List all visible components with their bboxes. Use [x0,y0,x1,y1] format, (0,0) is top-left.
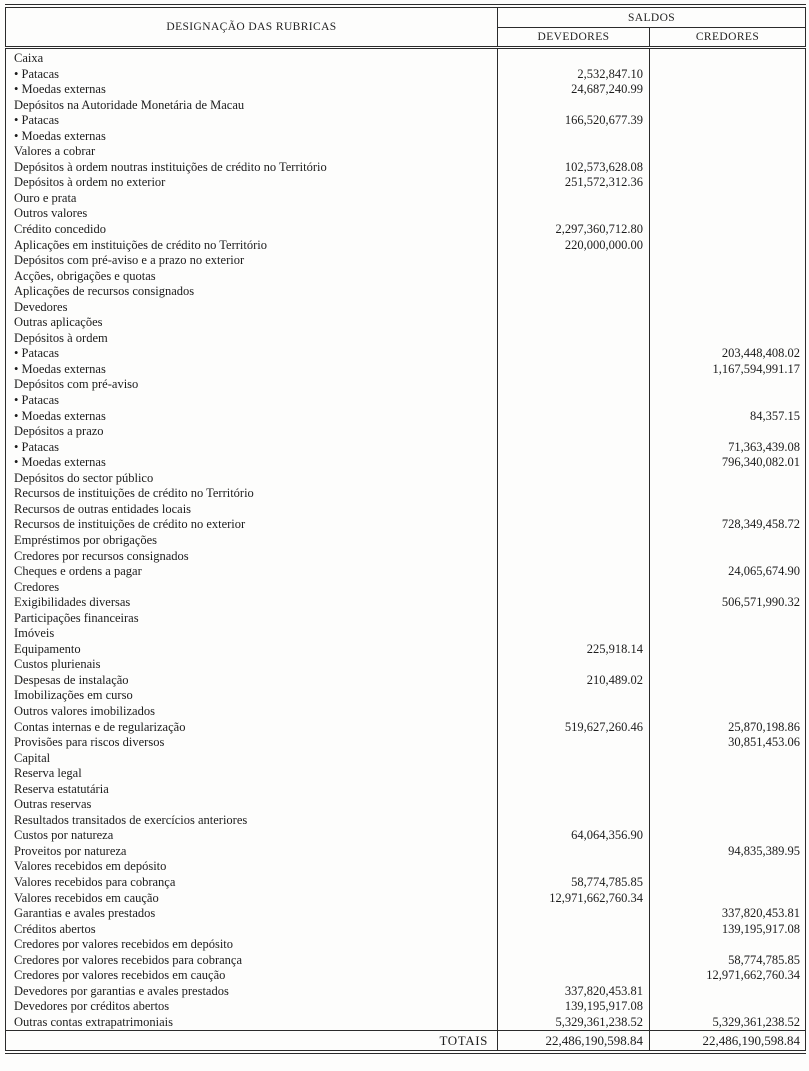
row-label: • Moedas externas [6,129,498,145]
row-devedores-value: 166,520,677.39 [498,113,650,129]
table-row [6,688,806,704]
row-devedores-value [498,191,650,207]
row-credores-value [650,797,806,813]
table-row [6,48,806,67]
row-devedores-value [498,409,650,425]
row-label: Créditos abertos [6,922,498,938]
row-devedores-value [498,502,650,518]
row-credores-value [650,673,806,689]
row-credores-value [650,206,806,222]
row-devedores-value [498,937,650,953]
totals-devedores-value: 22,486,190,598.84 [498,1031,650,1053]
row-credores-value [650,269,806,285]
row-credores-value [650,144,806,160]
row-label: Credores por valores recebidos para cobrança [6,953,498,969]
row-label: Depósitos com pré-aviso [6,377,498,393]
table-row [6,346,806,362]
row-devedores-value: 519,627,260.46 [498,720,650,736]
table-row [6,937,806,953]
row-devedores-value [498,206,650,222]
table-row [6,393,806,409]
table-row [6,238,806,254]
row-label: Aplicações de recursos consignados [6,284,498,300]
row-credores-value [650,98,806,114]
row-credores-value [650,828,806,844]
row-devedores-value [498,611,650,627]
row-label: Credores por valores recebidos em caução [6,968,498,984]
row-label: Custos plurienais [6,657,498,673]
row-label: Outras contas extrapatrimoniais [6,1015,498,1031]
row-credores-value: 139,195,917.08 [721,921,801,936]
row-devedores-value [498,517,650,533]
row-label: Devedores por garantias e avales prestados [6,984,498,1000]
column-header-devedores: DEVEDORES [498,28,650,48]
row-devedores-value [498,766,650,782]
row-credores-value [650,175,806,191]
row-credores-value [650,766,806,782]
row-devedores-value [498,315,650,331]
row-label: Custos por natureza [6,828,498,844]
row-devedores-value [498,922,650,938]
table-row [6,300,806,316]
row-devedores-value [498,424,650,440]
table-row [6,113,806,129]
table-row [6,455,806,471]
row-label: Proveitos por natureza [6,844,498,860]
row-credores-value: 728,349,458.72 [721,517,801,532]
row-devedores-value [498,735,650,751]
row-devedores-value [498,284,650,300]
row-credores-value [650,984,806,1000]
row-credores-value [650,688,806,704]
row-credores-value [650,813,806,829]
row-devedores-value: 64,064,356.90 [498,828,650,844]
row-credores-value [650,238,806,254]
row-label: Capital [6,751,498,767]
table-row [6,766,806,782]
table-row [6,735,806,751]
row-credores-value [650,859,806,875]
table-row [6,580,806,596]
table-row [6,549,806,565]
row-credores-value [650,937,806,953]
row-devedores-value [498,704,650,720]
table-footer [6,1031,806,1053]
table-row [6,269,806,285]
row-devedores-value: 220,000,000.00 [498,238,650,254]
row-credores-value [650,782,806,798]
table-row [6,486,806,502]
row-devedores-value [498,455,650,471]
row-label: Empréstimos por obrigações [6,533,498,549]
row-devedores-value [498,595,650,611]
row-credores-value [650,999,806,1015]
column-header-designacao: DESIGNAÇÃO DAS RUBRICAS [6,6,498,48]
row-credores-value [650,113,806,129]
row-devedores-value: 210,489.02 [498,673,650,689]
row-devedores-value [498,813,650,829]
row-label: • Patacas [6,440,498,456]
row-label: Exigibilidades diversas [6,595,498,611]
row-label: Valores recebidos em depósito [6,859,498,875]
row-credores-value [650,82,806,98]
totals-label: TOTAIS [6,1031,498,1053]
row-devedores-value: 2,297,360,712.80 [498,222,650,238]
row-credores-value: 24,065,674.90 [728,564,801,579]
table-row [6,377,806,393]
table-row [6,424,806,440]
row-credores-value [650,642,806,658]
row-label: Contas internas e de regularização [6,720,498,736]
table-row [6,222,806,238]
table-row [6,160,806,176]
table-row [6,968,806,984]
table-row [6,657,806,673]
row-devedores-value [498,657,650,673]
row-label: Crédito concedido [6,222,498,238]
table-row [6,517,806,533]
row-devedores-value: 5,329,361,238.52 [498,1015,650,1031]
row-label: Acções, obrigações e quotas [6,269,498,285]
table-row [6,409,806,425]
table-row [6,471,806,487]
totals-credores-value: 22,486,190,598.84 [650,1031,806,1053]
row-devedores-value [498,953,650,969]
row-devedores-value [498,362,650,378]
row-label: Devedores por créditos abertos [6,999,498,1015]
row-label: • Patacas [6,113,498,129]
row-devedores-value [498,564,650,580]
row-credores-value [650,129,806,145]
row-devedores-value: 12,971,662,760.34 [498,891,650,907]
row-credores-value: 1,167,594,991.17 [712,361,801,376]
row-label: Credores por recursos consignados [6,549,498,565]
row-devedores-value [498,471,650,487]
table-row [6,331,806,347]
row-devedores-value [498,859,650,875]
row-devedores-value [498,144,650,160]
row-label: Depósitos com pré-aviso e a prazo no exterior [6,253,498,269]
row-credores-value [650,533,806,549]
table-row [6,906,806,922]
row-credores-value [650,626,806,642]
row-label: Reserva legal [6,766,498,782]
table-row [6,999,806,1015]
row-devedores-value [498,626,650,642]
row-label: Equipamento [6,642,498,658]
row-devedores-value: 2,532,847.10 [498,67,650,83]
row-label: Resultados transitados de exercícios anteriores [6,813,498,829]
row-credores-value: 337,820,453.81 [721,906,801,921]
row-credores-value [650,549,806,565]
row-devedores-value [498,844,650,860]
row-devedores-value [498,688,650,704]
row-devedores-value [498,533,650,549]
table-row [6,440,806,456]
row-credores-value: 30,851,453.06 [728,735,801,750]
table-row [6,191,806,207]
row-label: Cheques e ordens a pagar [6,564,498,580]
row-credores-value: 84,357.15 [750,408,801,423]
row-label: Depósitos à ordem noutras instituições de crédito no Território [6,160,498,176]
row-devedores-value [498,751,650,767]
row-label: Depósitos a prazo [6,424,498,440]
row-label: Outros valores imobilizados [6,704,498,720]
row-label: Credores por valores recebidos em depósito [6,937,498,953]
table-row [6,129,806,145]
table-row [6,844,806,860]
row-credores-value [650,486,806,502]
table-row [6,206,806,222]
row-credores-value [650,331,806,347]
row-label: Valores recebidos em caução [6,891,498,907]
row-label: Garantias e avales prestados [6,906,498,922]
row-credores-value: 58,774,785.85 [728,952,801,967]
row-credores-value [650,67,806,83]
totals-row [6,1031,806,1053]
table-row [6,362,806,378]
row-label: • Moedas externas [6,82,498,98]
row-label: • Moedas externas [6,409,498,425]
row-label: • Patacas [6,393,498,409]
row-devedores-value [498,393,650,409]
row-devedores-value: 225,918.14 [498,642,650,658]
table-row [6,315,806,331]
row-credores-value [650,891,806,907]
table-row [6,673,806,689]
row-credores-value [650,191,806,207]
row-label: • Patacas [6,346,498,362]
row-devedores-value [498,48,650,67]
row-label: Outras aplicações [6,315,498,331]
balance-table [5,4,806,1054]
row-credores-value: 25,870,198.86 [728,719,801,734]
table-row [6,953,806,969]
table-row [6,782,806,798]
row-devedores-value: 102,573,628.08 [498,160,650,176]
row-credores-value [650,657,806,673]
row-label: Credores [6,580,498,596]
row-label: Aplicações em instituições de crédito no Território [6,238,498,254]
row-label: • Moedas externas [6,362,498,378]
table-row [6,564,806,580]
row-credores-value [650,284,806,300]
row-label: Imobilizações em curso [6,688,498,704]
row-label: Depósitos à ordem no exterior [6,175,498,191]
row-devedores-value: 251,572,312.36 [498,175,650,191]
row-credores-value: 5,329,361,238.52 [712,1014,801,1029]
row-devedores-value [498,253,650,269]
row-credores-value [650,393,806,409]
row-credores-value [650,253,806,269]
row-label: Depósitos à ordem [6,331,498,347]
row-devedores-value [498,346,650,362]
row-credores-value [650,300,806,316]
row-credores-value: 12,971,662,760.34 [706,968,801,983]
row-devedores-value: 337,820,453.81 [498,984,650,1000]
row-devedores-value [498,968,650,984]
row-label: Outros valores [6,206,498,222]
row-devedores-value [498,98,650,114]
table-row [6,626,806,642]
row-devedores-value [498,580,650,596]
row-devedores-value [498,331,650,347]
table-row [6,284,806,300]
row-credores-value: 94,835,389.95 [728,843,801,858]
row-label: Valores recebidos para cobrança [6,875,498,891]
table-row [6,595,806,611]
row-devedores-value [498,440,650,456]
row-credores-value [650,611,806,627]
table-row [6,67,806,83]
row-credores-value [650,751,806,767]
row-label: Ouro e prata [6,191,498,207]
row-label: Depósitos do sector público [6,471,498,487]
row-devedores-value [498,486,650,502]
row-label: Reserva estatutária [6,782,498,798]
table-row [6,502,806,518]
table-row [6,98,806,114]
table-row [6,611,806,627]
row-credores-value [650,875,806,891]
row-credores-value [650,315,806,331]
row-credores-value [650,48,806,67]
table-row [6,875,806,891]
row-credores-value [650,704,806,720]
table-row [6,82,806,98]
row-credores-value [650,377,806,393]
row-credores-value [650,222,806,238]
row-label: Despesas de instalação [6,673,498,689]
table-row [6,891,806,907]
row-label: Imóveis [6,626,498,642]
row-label: Recursos de instituições de crédito no Território [6,486,498,502]
row-devedores-value [498,300,650,316]
row-credores-value: 203,448,408.02 [721,346,801,361]
row-devedores-value [498,129,650,145]
row-label: Devedores [6,300,498,316]
row-devedores-value: 24,687,240.99 [498,82,650,98]
table-row [6,859,806,875]
row-label: Valores a cobrar [6,144,498,160]
row-label: Recursos de outras entidades locais [6,502,498,518]
table-row [6,533,806,549]
table-row [6,1015,806,1031]
table-row [6,144,806,160]
row-label: • Patacas [6,67,498,83]
row-credores-value [650,580,806,596]
table-row [6,922,806,938]
row-label: Recursos de instituições de crédito no exterior [6,517,498,533]
column-header-credores: CREDORES [650,28,806,48]
table-row [6,720,806,736]
row-devedores-value [498,797,650,813]
row-credores-value [650,471,806,487]
row-label: Outras reservas [6,797,498,813]
table-header [6,6,806,48]
row-credores-value [650,502,806,518]
row-label: Participações financeiras [6,611,498,627]
row-label: Depósitos na Autoridade Monetária de Macau [6,98,498,114]
row-label: • Moedas externas [6,455,498,471]
row-devedores-value: 139,195,917.08 [498,999,650,1015]
row-label: Provisões para riscos diversos [6,735,498,751]
column-header-saldos: SALDOS [498,6,806,28]
row-devedores-value [498,782,650,798]
table-row [6,253,806,269]
table-row [6,642,806,658]
row-devedores-value: 58,774,785.85 [498,875,650,891]
row-devedores-value [498,377,650,393]
row-credores-value: 71,363,439.08 [728,439,801,454]
table-row [6,797,806,813]
table-body [6,48,806,1031]
row-devedores-value [498,269,650,285]
table-row [6,751,806,767]
row-devedores-value [498,906,650,922]
table-row [6,813,806,829]
row-devedores-value [498,549,650,565]
row-label: Caixa [6,48,498,67]
table-row [6,704,806,720]
row-credores-value: 796,340,082.01 [721,455,801,470]
row-credores-value: 506,571,990.32 [721,595,801,610]
table-row [6,175,806,191]
table-row [6,984,806,1000]
row-credores-value [650,160,806,176]
row-credores-value [650,424,806,440]
table-row [6,828,806,844]
